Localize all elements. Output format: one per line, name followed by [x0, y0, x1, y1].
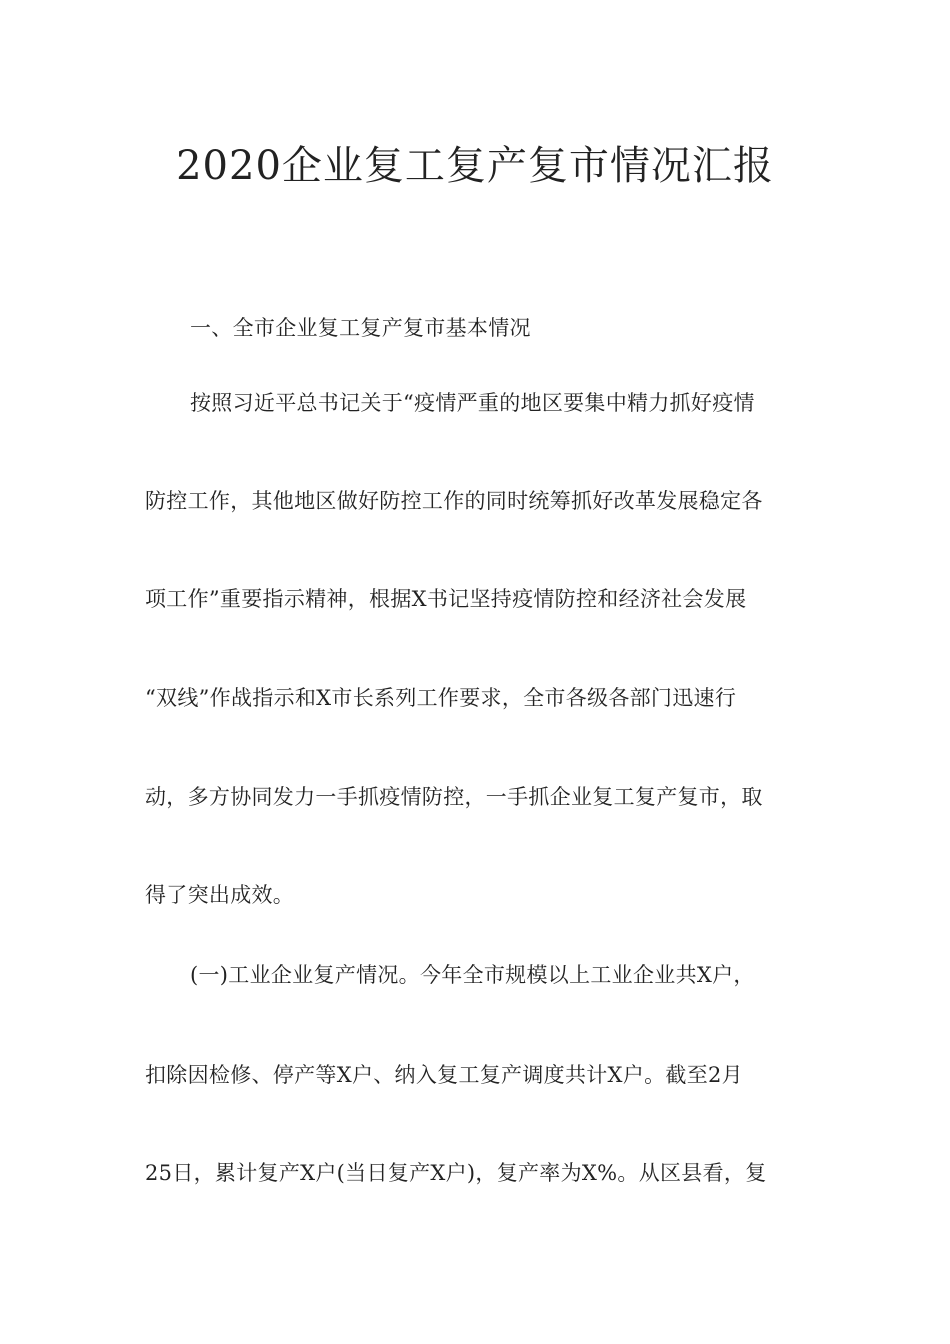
paragraph-line: 按照习近平总书记关于“疫情严重的地区要集中精力抓好疫情 — [190, 391, 755, 415]
paragraph-line: 防控工作，其他地区做好防控工作的同时统筹抓好改革发展稳定各 — [145, 489, 763, 513]
paragraph-line: “双线”作战指示和X市长系列工作要求，全市各级各部门迅速行 — [145, 686, 737, 710]
paragraph-line: (一)工业企业复产情况。今年全市规模以上工业企业共X户， — [190, 963, 755, 987]
paragraph-line: 得了突出成效。 — [145, 883, 295, 907]
paragraph-line: 项工作”重要指示精神，根据X书记坚持疫情防控和经济社会发展 — [145, 587, 747, 611]
paragraph-line: 扣除因检修、停产等X户、纳入复工复产调度共计X户。截至2月 — [145, 1063, 743, 1087]
document-title: 2020企业复工复产复市情况汇报 — [176, 143, 774, 189]
paragraph-line: 动，多方协同发力一手抓疫情防控，一手抓企业复工复产复市，取 — [145, 785, 763, 809]
section-heading: 一、全市企业复工复产复市基本情况 — [190, 316, 531, 340]
paragraph-line: 25日，累计复产X户(当日复产X户)，复产率为X%。从区县看，复 — [145, 1161, 767, 1185]
